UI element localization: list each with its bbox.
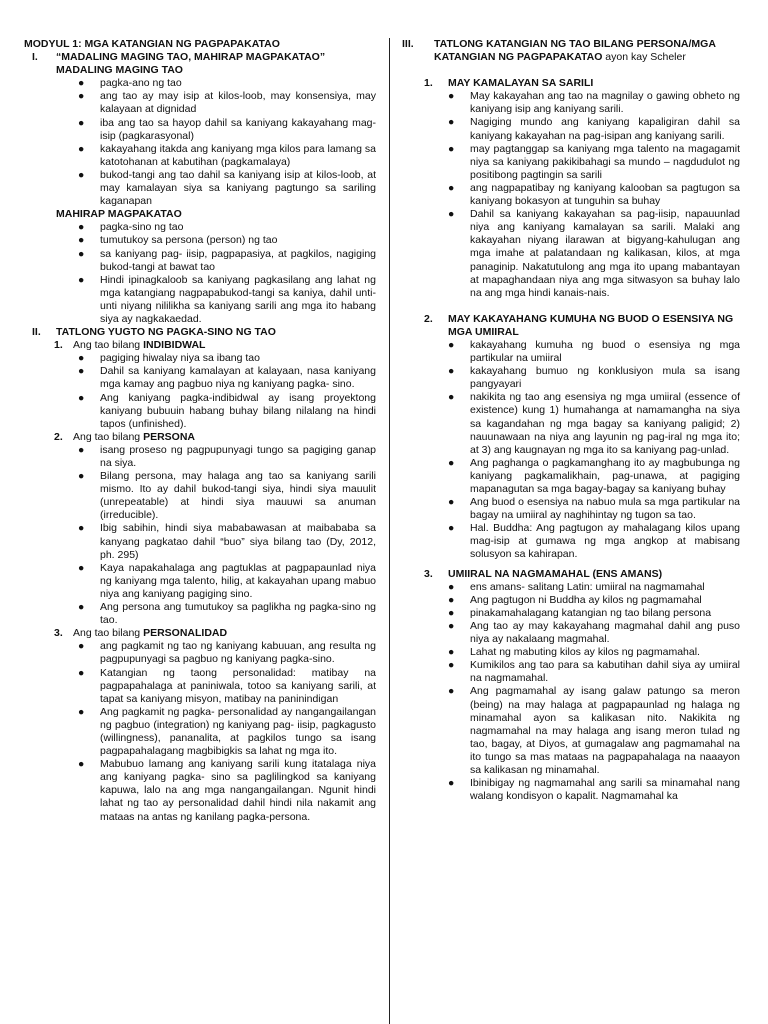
item-title xyxy=(73,431,376,444)
bullet-dot-icon: ● xyxy=(78,273,85,286)
section-3-title-suffix: ayon kay Scheler xyxy=(602,51,686,64)
bullet-item xyxy=(448,142,740,182)
item-number: 2. xyxy=(54,430,63,443)
bullet-item xyxy=(448,365,740,391)
bullet-item xyxy=(448,391,740,456)
bullet-item xyxy=(78,601,376,627)
bullet-text: pinakamahalagang katangian ng tao bilang persona xyxy=(470,606,712,619)
bullet-item xyxy=(448,777,740,803)
bullet-dot-icon: ● xyxy=(448,391,455,404)
madaling-bullet-list xyxy=(78,77,376,208)
numbered-item-heading xyxy=(424,568,740,581)
item-number: 2. xyxy=(424,312,433,325)
bullet-text: Katangian ng taong personalidad: matibay na pagpapahalaga at paniniwala, totoo sa kaniyang sarili, at tapat sa kaniyang misyon, matibay na paninindigan xyxy=(100,666,376,705)
bullet-text: Mabubuo lamang ang kaniyang sarili kung itatalaga niya ang kaniyang pagka- sino sa paglilingkod sa kaniyang kapuwa, lalo na ang mga nangangailangan. Ngunit hindi lahat ng tao ay personalidad dahil hindi nila nakamit ang mataas na antas ng kanilang pagka-persona. xyxy=(100,758,376,823)
item-title: UMIIRAL NA NAGMAMAHAL (ENS AMANS) xyxy=(448,567,663,580)
bullet-text: pagiging hiwalay niya sa ibang tao xyxy=(100,352,260,365)
bullet-item xyxy=(78,561,376,601)
bullet-text: iba ang tao sa hayop dahil sa kaniyang kakayahang mag-isip (pagkarasyonal) xyxy=(100,116,376,142)
bullet-text: kakayahang itakda ang kaniyang mga kilos para lamang sa katotohanan at kabutihan (pagkamalaya) xyxy=(100,142,376,168)
numbered-item-heading xyxy=(424,313,740,339)
bullet-item xyxy=(448,593,740,607)
section-2-items xyxy=(24,339,376,823)
bullet-item xyxy=(78,234,376,247)
bullet-dot-icon: ● xyxy=(78,443,85,456)
bullet-text: ens amans- salitang Latin: umiiral na nagmamahal xyxy=(470,580,705,593)
bullet-dot-icon: ● xyxy=(448,685,455,698)
bullet-item xyxy=(448,181,740,208)
bullet-dot-icon: ● xyxy=(78,758,85,771)
bullet-dot-icon: ● xyxy=(448,365,455,378)
bullet-dot-icon: ● xyxy=(78,116,85,129)
bullet-text: kakayahang bumuo ng konklusiyon mula sa isang pangyayari xyxy=(470,365,740,391)
bullet-dot-icon: ● xyxy=(448,606,455,619)
section-3-title-wrap xyxy=(434,38,740,64)
item-title-bold: PERSONA xyxy=(143,430,195,443)
bullet-text: ang pagkamit ng tao ng kaniyang kabuuan, ang resulta ng pagpupunyagi sa pagbuo ng kaniyang pagka-sino. xyxy=(100,640,376,666)
bullet-item xyxy=(448,456,740,496)
bullet-item xyxy=(78,391,376,431)
item-number: 3. xyxy=(424,567,433,580)
section-1-heading xyxy=(24,51,376,64)
bullet-text: Ang pagkamit ng pagka- personalidad ay nangangailangan ng pagbuo (integration) ng kaniyang pag- iisip, pagkagusto (willingness), pananalita, at pagkilos tungo sa isang pagpapahalagang magbibigkis sa lahat ng mga ito. xyxy=(100,705,376,758)
subheading-mahirap: MAHIRAP MAGPAKATAO xyxy=(56,208,182,221)
spacer xyxy=(402,300,740,313)
numbered-item-heading xyxy=(424,77,740,90)
bullet-item xyxy=(448,659,740,685)
section-1-title: “MADALING MAGING TAO, MAHIRAP MAGPAKATAO” xyxy=(56,51,326,64)
spacer xyxy=(402,64,740,77)
bullet-item xyxy=(448,619,740,646)
bullet-dot-icon: ● xyxy=(78,470,85,483)
bullet-dot-icon: ● xyxy=(448,496,455,509)
bullet-text: Bilang persona, may halaga ang tao sa kaniyang sarili mismo. Ito ay dahil bukod-tangi siya, hindi siya mauulit (unrepeatable) at hindi siya mauuwi sa anuman (irreducible). xyxy=(100,470,376,522)
bullet-dot-icon: ● xyxy=(448,593,455,606)
bullet-dot-icon: ● xyxy=(78,221,85,234)
bullet-text: Kaya napakahalaga ang pagtuklas at pagpapaunlad niya ng kaniyang mga talento, hilig, at kakayahan upang mabuo niya ang kaniyang pagiging sino. xyxy=(100,561,376,600)
module-title: MODYUL 1: MGA KATANGIAN NG PAGPAPAKATAO xyxy=(24,38,280,50)
bullet-text: may pagtanggap sa kaniyang mga talento na magagamit niya sa kaniyang pakikibahagi sa mundo – nagdudulot ng positibong pagtingin sa sarili xyxy=(470,142,740,181)
bullet-dot-icon: ● xyxy=(448,646,455,659)
bullet-text: Ang persona ang tumutukoy sa paglikha ng pagka-sino ng tao. xyxy=(100,601,376,627)
bullet-text: Dahil sa kaniyang kakayahan sa pag-iisip, napauunlad niya ang kaniyang kamalayan sa sarili. Malaki ang kakayahan niyang ilarawan at bigyang-kahulugan ang mga imahe at palatandaan ng kalikasan, kilos, at mga panaginip. Nakatutulong ang mga ito upang mabantayan at mapaghandaan niya ang mga sitwasyon sa buhay lalo na ang mga hindi kanais-nais. xyxy=(470,208,740,299)
section-3-items xyxy=(402,64,740,803)
bullet-item xyxy=(448,522,740,561)
bullet-item xyxy=(448,496,740,522)
item-title-bold: PERSONALIDAD xyxy=(143,627,228,640)
item-title-bold: INDIBIDWAL xyxy=(143,339,206,352)
bullet-text: Ang paghanga o pagkamanghang ito ay magbubunga ng kaniyang pagkamalikhain, pag-unawa, at pagiging mapanagutan sa mga bagay-bagay sa kaniyang buhay xyxy=(470,456,740,495)
bullet-dot-icon: ● xyxy=(78,522,85,535)
bullet-item xyxy=(78,522,376,561)
item-bullet-list xyxy=(448,338,740,562)
bullet-dot-icon: ● xyxy=(448,338,455,351)
section-3-heading xyxy=(402,38,740,64)
bullet-dot-icon: ● xyxy=(78,705,85,718)
bullet-item xyxy=(448,338,740,365)
bullet-text: Kumikilos ang tao para sa kabutihan dahil siya ay umiiral na nagmamahal. xyxy=(470,659,740,685)
bullet-dot-icon: ● xyxy=(78,90,85,103)
item-title xyxy=(73,627,376,640)
bullet-item xyxy=(78,221,376,234)
bullet-dot-icon: ● xyxy=(78,640,85,653)
section-2-number: II. xyxy=(32,326,41,339)
bullet-text: Ibig sabihin, hindi siya mababawasan at maibababa sa kanyang pagkatao dahil “buo” siya bilang tao (Dy, 2012, ph. 295) xyxy=(100,522,376,561)
item-title-prefix: Ang tao bilang xyxy=(73,339,144,352)
bullet-dot-icon: ● xyxy=(448,580,455,593)
numbered-item-heading xyxy=(54,627,376,640)
bullet-text: ang nagpapatibay ng kaniyang kalooban sa pagtugon sa kaniyang bokasyon at tunguhin sa buhay xyxy=(470,181,740,208)
bullet-text: Ang buod o esensiya na nabuo mula sa mga partikular na bagay na umiiral ay naghihintay ng tugon sa tao. xyxy=(470,496,740,522)
bullet-text: ang tao ay may isip at kilos-loob, may konsensiya, may kalayaan at dignidad xyxy=(100,90,376,116)
bullet-text: nakikita ng tao ang esensiya ng mga umiiral (essence of existence) kung 1) humahanga at namamangha na siya sa kagandahan ng mga bagay sa kaniyang paligid; 2) nauunawaan na niya ang layunin ng pag-iral ng mga ito; at 3) ang kaugnayan ng mga ito sa kaniyang pag-unlad. xyxy=(470,391,740,456)
bullet-dot-icon: ● xyxy=(78,77,85,90)
left-column xyxy=(24,38,376,824)
item-title-prefix: Ang tao bilang xyxy=(73,430,144,443)
bullet-item xyxy=(78,142,376,169)
bullet-item xyxy=(78,352,376,365)
right-column xyxy=(402,38,740,803)
bullet-text: Ang pagtugon ni Buddha ay kilos ng pagmamahal xyxy=(470,593,702,606)
bullet-dot-icon: ● xyxy=(78,666,85,679)
bullet-item xyxy=(448,606,740,620)
item-bullet-list xyxy=(448,90,740,300)
bullet-item xyxy=(78,90,376,116)
section-3-number: III. xyxy=(402,38,414,50)
bullet-item xyxy=(448,208,740,300)
item-bullet-list xyxy=(78,352,376,431)
subheading-madaling: MADALING MAGING TAO xyxy=(56,64,183,77)
item-title xyxy=(73,339,376,352)
bullet-item xyxy=(78,470,376,522)
bullet-dot-icon: ● xyxy=(78,352,85,365)
bullet-dot-icon: ● xyxy=(78,168,85,181)
mahirap-bullet-list xyxy=(78,221,376,326)
bullet-dot-icon: ● xyxy=(78,601,85,614)
bullet-dot-icon: ● xyxy=(448,619,455,632)
item-bullet-list xyxy=(78,640,376,823)
bullet-text: tumutukoy sa persona (person) ng tao xyxy=(100,234,278,247)
bullet-item xyxy=(78,666,376,706)
bullet-item xyxy=(78,758,376,823)
bullet-text: kakayahang kumuha ng buod o esensiya ng mga partikular na umiiral xyxy=(470,338,740,365)
bullet-text: Ang kaniyang pagka-indibidwal ay isang proyektong kaniyang bubuuin habang buhay bilang nilalang na hindi tapos (unfinished). xyxy=(100,391,376,430)
bullet-dot-icon: ● xyxy=(448,142,455,155)
bullet-dot-icon: ● xyxy=(78,561,85,574)
bullet-text: pagka-ano ng tao xyxy=(100,77,182,90)
bullet-item xyxy=(448,685,740,777)
item-title: MAY KAMALAYAN SA SARILI xyxy=(448,77,594,90)
item-bullet-list xyxy=(78,443,376,627)
bullet-dot-icon: ● xyxy=(448,522,455,535)
bullet-text: Ang tao ay may kakayahang magmahal dahil ang puso niya ay nakalaang magmahal. xyxy=(470,619,740,646)
item-bullet-list xyxy=(448,580,740,804)
bullet-dot-icon: ● xyxy=(448,777,455,790)
bullet-text: Ibinibigay ng nagmamahal ang sarili sa minamahal nang walang kondisyon o kapalit. Nagmamahal ka xyxy=(470,777,740,803)
item-number: 3. xyxy=(54,627,63,640)
bullet-text: sa kaniyang pag- iisip, pagpapasiya, at pagkilos, nagiging bukod-tangi at bawat tao xyxy=(100,247,376,273)
bullet-item xyxy=(448,580,740,594)
bullet-dot-icon: ● xyxy=(448,659,455,672)
column-divider xyxy=(389,38,390,1024)
bullet-item xyxy=(78,116,376,143)
bullet-text: bukod-tangi ang tao dahil sa kaniyang isip at kilos-loob, at may kamalayan siya sa kaniyang pagtungo sa sariling kaganapan xyxy=(100,168,376,208)
item-title: MAY KAKAYAHANG KUMUHA NG BUOD O ESENSIYA NG MGA UMIIRAL xyxy=(448,312,734,338)
bullet-text: May kakayahan ang tao na magnilay o gawing obheto ng kaniyang isip ang kaniyang sarili. xyxy=(470,90,740,116)
item-number: 1. xyxy=(424,77,433,90)
bullet-dot-icon: ● xyxy=(78,247,85,260)
bullet-item xyxy=(448,90,740,116)
bullet-item xyxy=(78,365,376,391)
bullet-text: pagka-sino ng tao xyxy=(100,221,184,234)
bullet-dot-icon: ● xyxy=(448,116,455,129)
section-3-title: TATLONG KATANGIAN NG TAO BILANG PERSONA/MGA KATANGIAN NG PAGPAPAKATAO xyxy=(434,38,716,64)
bullet-item xyxy=(448,116,740,142)
bullet-item xyxy=(78,640,376,666)
section-1-number: I. xyxy=(32,51,38,64)
bullet-item xyxy=(448,646,740,659)
bullet-item xyxy=(78,443,376,470)
bullet-text: Hindi ipinagkaloob sa kaniyang pagkasilang ang lahat ng mga katangiang nagpapabukod-tangi sa kaniya, dahil unti-unti niyang nililikha sa kaniyang sarili ang mga ito habang siya ay nagkakaedad. xyxy=(100,273,376,325)
bullet-text: Nagiging mundo ang kaniyang kapaligiran dahil sa kaniyang kakayahan na pag-isipan ang kaniyang sarili. xyxy=(470,116,740,142)
section-2-heading xyxy=(24,326,376,339)
bullet-text: Ang pagmamahal ay isang galaw patungo sa meron (being) na may halaga at pagpapaunlad ng halaga ng minamahal ayon sa kalikasan nito. Nakikita ng nagmamahal na may halaga ang isang meron tulad ng tao, bagay, at Diyos, at gumagalaw ang pagmamahal na ito tungo sa mas mataas na pagpapahalaga na naaayon sa kalikasan ng minamahal. xyxy=(470,685,740,776)
numbered-item-heading xyxy=(54,339,376,352)
bullet-text: Lahat ng mabuting kilos ay kilos ng pagmamahal. xyxy=(470,646,700,659)
bullet-text: Hal. Buddha: Ang pagtugon ay mahalagang kilos upang mag-isip at gumawa ng mga angkop at mabisang solusyon sa kahirapan. xyxy=(470,522,740,561)
bullet-dot-icon: ● xyxy=(448,208,455,221)
bullet-dot-icon: ● xyxy=(448,456,455,469)
bullet-dot-icon: ● xyxy=(78,142,85,155)
numbered-item-heading xyxy=(54,431,376,444)
bullet-dot-icon: ● xyxy=(78,365,85,378)
bullet-item xyxy=(78,168,376,208)
section-2-title: TATLONG YUGTO NG PAGKA-SINO NG TAO xyxy=(56,326,276,339)
item-number: 1. xyxy=(54,339,63,352)
bullet-item xyxy=(78,77,376,90)
item-title-prefix: Ang tao bilang xyxy=(73,627,144,640)
bullet-item xyxy=(78,273,376,326)
bullet-text: isang proseso ng pagpupunyagi tungo sa pagiging ganap na siya. xyxy=(100,443,376,469)
bullet-dot-icon: ● xyxy=(448,181,455,194)
bullet-dot-icon: ● xyxy=(448,90,455,103)
bullet-item xyxy=(78,247,376,274)
bullet-item xyxy=(78,705,376,758)
bullet-dot-icon: ● xyxy=(78,391,85,404)
bullet-text: Dahil sa kaniyang kamalayan at kalayaan, nasa kaniyang mga kamay ang pagbuo niya ng kaniyang pagka- sino. xyxy=(100,365,376,391)
bullet-dot-icon: ● xyxy=(78,234,85,247)
